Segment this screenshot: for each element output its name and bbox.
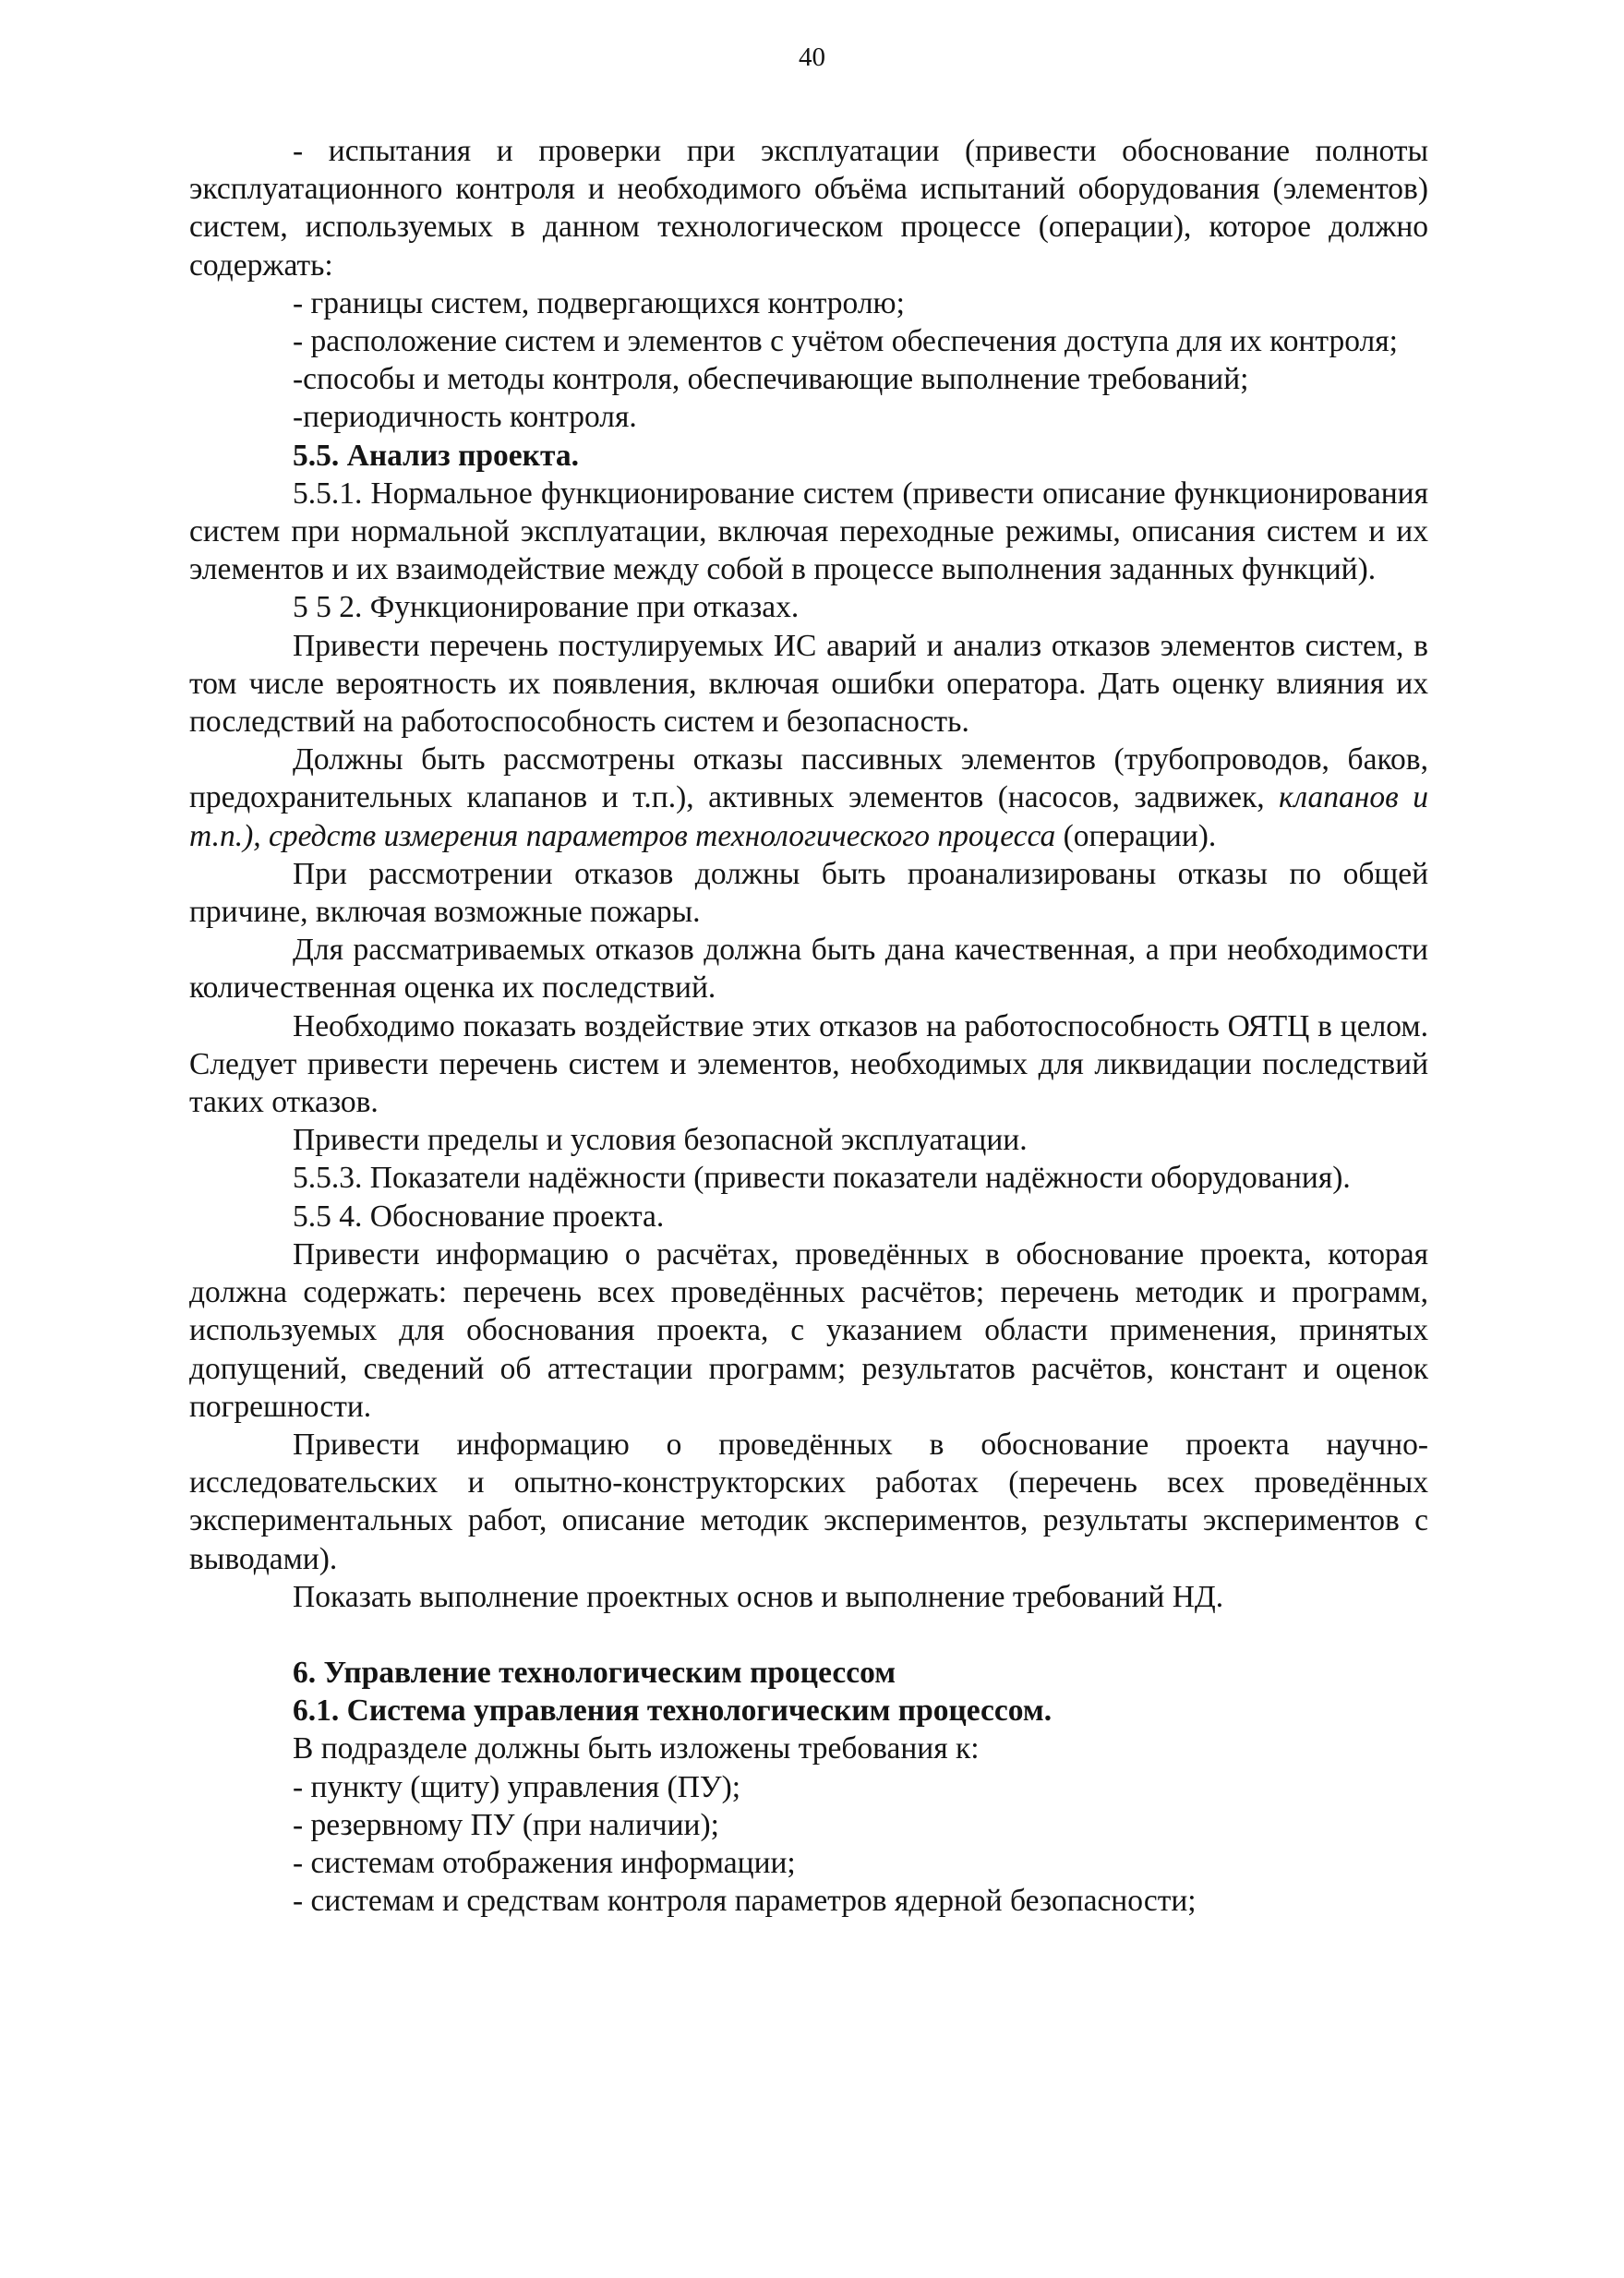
page-number: 40 (799, 42, 825, 72)
document-body (189, 132, 1428, 1920)
paragraph-5-5-3: 5.5.3. Показатели надёжности (привести показатели надёжности оборудования). (293, 1161, 1351, 1196)
paragraph-5-5-1: 5.5.1. Нормальное функционирование систем (привести описание функционирования систем при нормальной эксплуатации, включая переходные режимы, описания систем и их элементов и их взаимодействие между собой в процессе выполнения заданных функций). (189, 476, 1428, 587)
list-item-display-systems: - системам отображения информации; (293, 1845, 796, 1880)
list-item-control-methods: -способы и методы контроля, обеспечивающие выполнение требований; (293, 362, 1249, 397)
paragraph-calculations: Привести информацию о расчётах, проведённых в обоснование проекта, которая должна содержать: перечень всех проведённых расчётов; перечень методик и программ, используемых для обоснования проекта, с указанием области применения, принятых допущений, сведений об аттестации программ; результатов расчётов, констант и оценок погрешности. (189, 1236, 1428, 1424)
paragraph-5-5-2: 5 5 2. Функционирование при отказах. (293, 590, 800, 625)
paragraph-requirements-intro: В подразделе должны быть изложены требования к: (293, 1731, 980, 1766)
list-item-control-point: - пункту (щиту) управления (ПУ); (293, 1769, 741, 1804)
paragraph-failure-impact: Необходимо показать воздействие этих отказов на работоспособность ОЯТЦ в целом. Следует привести перечень систем и элементов, необходимых для ликвидации последствий таких отказов. (189, 1008, 1428, 1120)
paragraph-5-5-4: 5.5 4. Обоснование проекта. (293, 1199, 665, 1234)
paragraph-common-cause: При рассмотрении отказов должны быть проанализированы отказы по общей причине, включая возможные пожары. (189, 856, 1428, 930)
failures-text-italic: клапанов и т.п.), средств измерения параметров технологического процесса (189, 780, 1428, 853)
failures-text-start: Должны быть рассмотрены отказы пассивных элементов (трубопроводов, баков, предохранительных клапанов и т.п.), активных элементов (насосов, задвижек, (189, 742, 1428, 815)
paragraph-design-basis: Показать выполнение проектных основ и выполнение требований НД. (293, 1579, 1224, 1614)
list-item-backup-control-point: - резервному ПУ (при наличии); (293, 1807, 719, 1842)
paragraph-consequence-assessment: Для рассматриваемых отказов должна быть дана качественная, а при необходимости количественная оценка их последствий. (189, 933, 1428, 1006)
failures-text-end: (операции). (1055, 818, 1217, 853)
section-spacer (189, 1616, 1428, 1654)
section-heading-6-1: 6.1. Система управления технологическим процессом. (293, 1693, 1053, 1729)
paragraph-research-works: Привести информацию о проведённых в обоснование проекта научно-исследовательских и опытно-конструкторских работах (перечень всех проведённых экспериментальных работ, описание методик экспериментов, результаты экспериментов с выводами). (189, 1427, 1428, 1576)
paragraph-operation-tests: - испытания и проверки при эксплуатации (привести обоснование полноты эксплуатационного контроля и необходимого объёма испытаний оборудования (элементов) систем, используемых в данном технологическом процессе (операции), которое должно содержать: (189, 134, 1428, 283)
list-item-control-periodicity: -периодичность контроля. (293, 400, 637, 435)
list-item-system-location: - расположение систем и элементов с учётом обеспечения доступа для их контроля; (293, 324, 1398, 359)
paragraph-postulated-accidents: Привести перечень постулируемых ИС аварий и анализ отказов элементов систем, в том числе вероятность их появления, включая ошибки оператора. Дать оценку влияния их последствий на работоспособность систем и безопасность. (189, 628, 1428, 740)
section-heading-5-5: 5.5. Анализ проекта. (293, 438, 579, 473)
list-item-system-boundaries: - границы систем, подвергающихся контролю; (293, 285, 905, 320)
paragraph-element-failures (189, 741, 1428, 855)
paragraph-safe-operation-limits: Привести пределы и условия безопасной эксплуатации. (293, 1123, 1028, 1158)
section-heading-6: 6. Управление технологическим процессом (293, 1655, 896, 1690)
list-item-nuclear-safety-control: - системам и средствам контроля параметров ядерной безопасности; (293, 1884, 1197, 1919)
